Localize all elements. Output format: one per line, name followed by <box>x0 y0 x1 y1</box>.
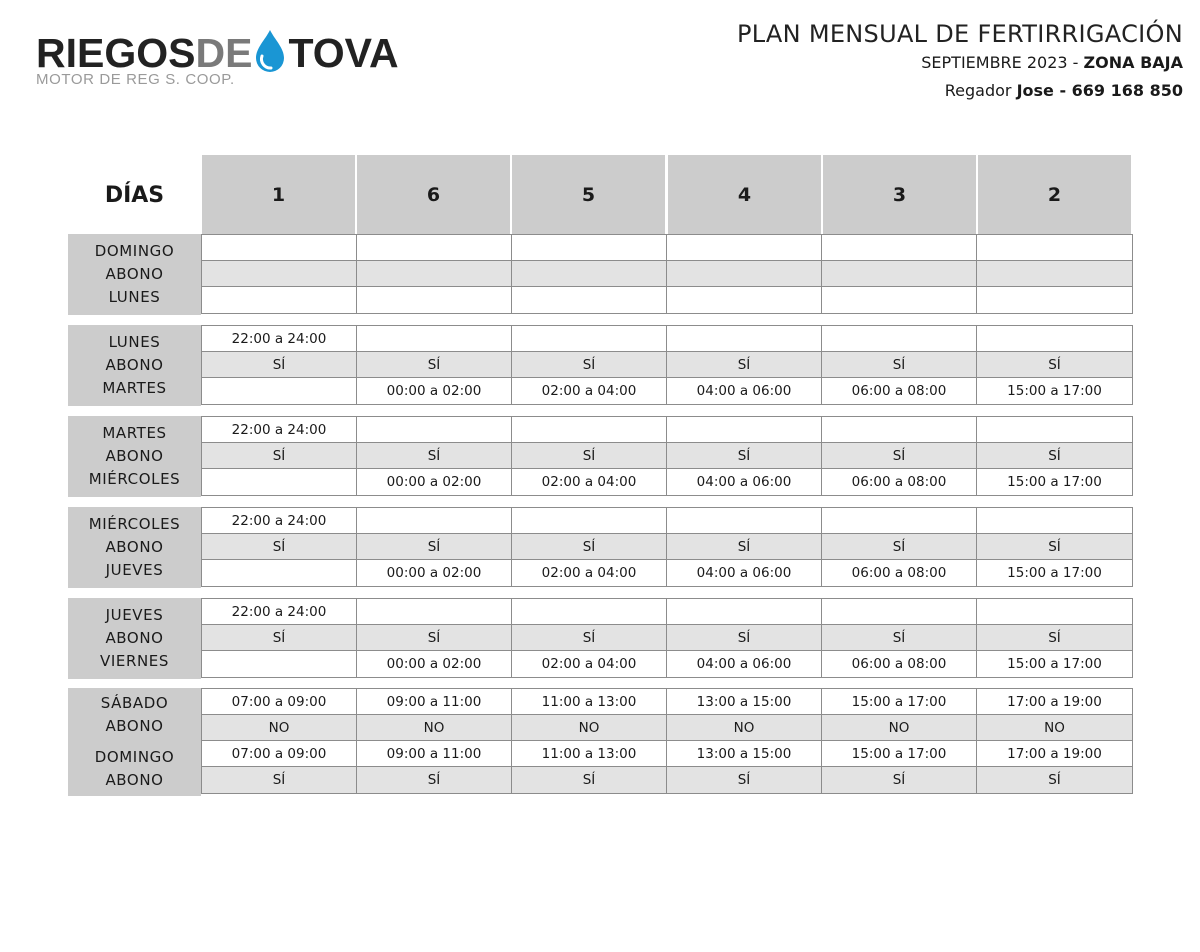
schedule-cell <box>512 508 667 534</box>
sector-header: 5 <box>512 155 665 235</box>
schedule-cell: 06:00 a 08:00 <box>822 560 977 586</box>
schedule-cell: 13:00 a 15:00 <box>667 689 822 715</box>
logo-tagline: MOTOR DE REG S. COOP. <box>36 71 235 88</box>
schedule-cell: 22:00 a 24:00 <box>202 326 357 352</box>
schedule-cell: 15:00 a 17:00 <box>977 560 1132 586</box>
logo-text-tova: TOVA <box>288 30 399 76</box>
schedule-cell: 06:00 a 08:00 <box>822 378 977 404</box>
schedule-cell: SÍ <box>202 534 357 560</box>
plan-month: SEPTIEMBRE 2023 <box>921 53 1068 72</box>
schedule-cell <box>357 287 512 313</box>
weekend-grid <box>201 688 1133 794</box>
day-group-label <box>68 325 201 406</box>
schedule-cell: NO <box>512 715 667 741</box>
day-group-grid <box>201 234 1133 314</box>
schedule-cell: SÍ <box>357 625 512 651</box>
schedule-cell: SÍ <box>667 625 822 651</box>
schedule-cell <box>357 235 512 261</box>
schedule-cell: 15:00 a 17:00 <box>822 741 977 767</box>
schedule-cell: SÍ <box>667 534 822 560</box>
schedule-cell <box>202 235 357 261</box>
sector-header: 2 <box>978 155 1131 235</box>
day-label-line: ABONO <box>105 538 164 556</box>
schedule-cell: 17:00 a 19:00 <box>977 741 1132 767</box>
regador-info <box>737 79 1183 103</box>
day-group-grid <box>201 507 1133 587</box>
schedule-cell <box>512 261 667 287</box>
schedule-cell <box>202 261 357 287</box>
schedule-cell: SÍ <box>822 625 977 651</box>
regador-label: Regador <box>944 81 1012 100</box>
day-label-line: ABONO <box>105 356 164 374</box>
schedule-cell: SÍ <box>202 443 357 469</box>
schedule-cell: 06:00 a 08:00 <box>822 469 977 495</box>
schedule-cell: SÍ <box>512 625 667 651</box>
sector-header: 1 <box>202 155 355 235</box>
schedule-cell: SÍ <box>512 534 667 560</box>
schedule-cell <box>977 326 1132 352</box>
regador-contact: Jose - 669 168 850 <box>1016 81 1183 100</box>
day-label-line: LUNES <box>108 333 161 351</box>
schedule-cell <box>977 261 1132 287</box>
day-label-line: ABONO <box>105 447 164 465</box>
schedule-cell: 15:00 a 17:00 <box>822 689 977 715</box>
schedule-cell: NO <box>977 715 1132 741</box>
schedule-cell: SÍ <box>202 625 357 651</box>
day-label-line: LUNES <box>108 288 161 306</box>
schedule-cell <box>667 599 822 625</box>
schedule-cell: SÍ <box>822 443 977 469</box>
schedule-cell <box>202 651 357 677</box>
schedule-cell <box>667 326 822 352</box>
schedule-cell: 00:00 a 02:00 <box>357 651 512 677</box>
schedule-cell: SÍ <box>357 352 512 378</box>
schedule-cell: 02:00 a 04:00 <box>512 560 667 586</box>
day-group-label <box>68 598 201 679</box>
schedule-cell <box>357 508 512 534</box>
schedule-cell <box>822 508 977 534</box>
schedule-cell: SÍ <box>977 625 1132 651</box>
schedule-cell <box>822 287 977 313</box>
day-label-line: JUEVES <box>105 561 164 579</box>
schedule-cell <box>977 235 1132 261</box>
schedule-cell: SÍ <box>357 443 512 469</box>
day-label-line: SÁBADO <box>100 694 169 712</box>
schedule-cell <box>667 287 822 313</box>
plan-zone: ZONA BAJA <box>1083 53 1183 72</box>
schedule-cell: SÍ <box>357 534 512 560</box>
schedule-cell: 15:00 a 17:00 <box>977 378 1132 404</box>
sector-header: 4 <box>668 155 821 235</box>
day-label-line: DOMINGO <box>94 242 175 260</box>
schedule-cell: SÍ <box>357 767 512 793</box>
schedule-cell: 00:00 a 02:00 <box>357 560 512 586</box>
day-label-line: MARTES <box>102 424 167 442</box>
day-group-label <box>68 507 201 588</box>
day-group-label <box>68 234 201 315</box>
sector-header: 3 <box>823 155 976 235</box>
schedule-cell <box>202 378 357 404</box>
schedule-cell <box>822 599 977 625</box>
schedule-cell: SÍ <box>512 443 667 469</box>
schedule-cell: SÍ <box>667 443 822 469</box>
logo-wordmark <box>36 30 399 76</box>
schedule-cell: SÍ <box>977 443 1132 469</box>
schedule-cell: 02:00 a 04:00 <box>512 378 667 404</box>
schedule-cell <box>667 235 822 261</box>
day-group-grid <box>201 416 1133 496</box>
schedule-cell: SÍ <box>512 767 667 793</box>
day-label-line: ABONO <box>105 771 164 789</box>
schedule-cell: 15:00 a 17:00 <box>977 469 1132 495</box>
document-header <box>737 18 1183 103</box>
schedule-cell: NO <box>667 715 822 741</box>
schedule-cell: NO <box>357 715 512 741</box>
schedule-cell <box>977 508 1132 534</box>
schedule-cell <box>202 287 357 313</box>
day-label-line: ABONO <box>105 265 164 283</box>
logo-text-de: DE <box>195 30 253 76</box>
schedule-cell <box>512 326 667 352</box>
schedule-cell <box>977 287 1132 313</box>
schedule-cell: 22:00 a 24:00 <box>202 417 357 443</box>
schedule-cell: 15:00 a 17:00 <box>977 651 1132 677</box>
schedule-cell: SÍ <box>822 767 977 793</box>
schedule-cell: SÍ <box>202 352 357 378</box>
day-label-line: ABONO <box>105 629 164 647</box>
schedule-cell: 02:00 a 04:00 <box>512 469 667 495</box>
schedule-cell <box>202 469 357 495</box>
day-label-line: MIÉRCOLES <box>88 470 181 488</box>
schedule-cell <box>822 261 977 287</box>
schedule-cell: 11:00 a 13:00 <box>512 689 667 715</box>
schedule-cell <box>357 417 512 443</box>
logo <box>36 30 399 88</box>
water-drop-icon <box>253 28 287 74</box>
schedule-cell <box>512 235 667 261</box>
day-label-line: MIÉRCOLES <box>88 515 181 533</box>
schedule-cell <box>357 326 512 352</box>
schedule-cell: 22:00 a 24:00 <box>202 599 357 625</box>
schedule-cell <box>822 235 977 261</box>
day-group-grid <box>201 325 1133 405</box>
schedule-cell: SÍ <box>977 352 1132 378</box>
schedule-cell <box>822 417 977 443</box>
schedule-cell <box>357 261 512 287</box>
schedule-cell: SÍ <box>512 352 667 378</box>
schedule-cell: NO <box>822 715 977 741</box>
schedule-cell: 17:00 a 19:00 <box>977 689 1132 715</box>
plan-period <box>737 51 1183 75</box>
sector-header: 6 <box>357 155 510 235</box>
schedule-cell: 06:00 a 08:00 <box>822 651 977 677</box>
schedule-cell: 11:00 a 13:00 <box>512 741 667 767</box>
schedule-cell: 02:00 a 04:00 <box>512 651 667 677</box>
schedule-cell: 04:00 a 06:00 <box>667 651 822 677</box>
schedule-cell: 13:00 a 15:00 <box>667 741 822 767</box>
schedule-cell: 07:00 a 09:00 <box>202 741 357 767</box>
schedule-cell: 04:00 a 06:00 <box>667 378 822 404</box>
schedule-cell: 04:00 a 06:00 <box>667 560 822 586</box>
schedule-cell <box>667 508 822 534</box>
schedule-cell <box>202 560 357 586</box>
schedule-cell: 09:00 a 11:00 <box>357 741 512 767</box>
schedule-cell <box>667 417 822 443</box>
day-label-line: JUEVES <box>105 606 164 624</box>
schedule-cell: NO <box>202 715 357 741</box>
schedule-cell <box>512 287 667 313</box>
schedule-cell: 09:00 a 11:00 <box>357 689 512 715</box>
schedule-cell: SÍ <box>822 352 977 378</box>
schedule-cell: SÍ <box>667 352 822 378</box>
schedule-cell: SÍ <box>822 534 977 560</box>
day-group-grid <box>201 598 1133 678</box>
schedule-cell <box>977 417 1132 443</box>
period-separator: - <box>1067 53 1084 72</box>
day-label-line: VIERNES <box>99 652 169 670</box>
schedule-cell: SÍ <box>202 767 357 793</box>
schedule-cell <box>667 261 822 287</box>
schedule-cell: 07:00 a 09:00 <box>202 689 357 715</box>
saturday-label <box>68 688 201 742</box>
schedule-cell <box>512 599 667 625</box>
day-label-line: MARTES <box>102 379 167 397</box>
schedule-cell <box>822 326 977 352</box>
logo-text-riegos: RIEGOS <box>36 30 196 76</box>
sunday-label <box>68 742 201 796</box>
schedule-cell: SÍ <box>977 534 1132 560</box>
schedule-cell <box>512 417 667 443</box>
schedule-cell: SÍ <box>667 767 822 793</box>
days-header: DÍAS <box>104 182 165 208</box>
schedule-cell: 00:00 a 02:00 <box>357 469 512 495</box>
schedule-cell <box>977 599 1132 625</box>
schedule-cell: 04:00 a 06:00 <box>667 469 822 495</box>
schedule-cell <box>357 599 512 625</box>
page-title: PLAN MENSUAL DE FERTIRRIGACIÓN <box>736 20 1183 48</box>
day-label-line: DOMINGO <box>94 748 175 766</box>
schedule-cell: 22:00 a 24:00 <box>202 508 357 534</box>
schedule-cell: 00:00 a 02:00 <box>357 378 512 404</box>
day-group-label <box>68 416 201 497</box>
schedule-cell: SÍ <box>977 767 1132 793</box>
day-label-line: ABONO <box>105 717 164 735</box>
